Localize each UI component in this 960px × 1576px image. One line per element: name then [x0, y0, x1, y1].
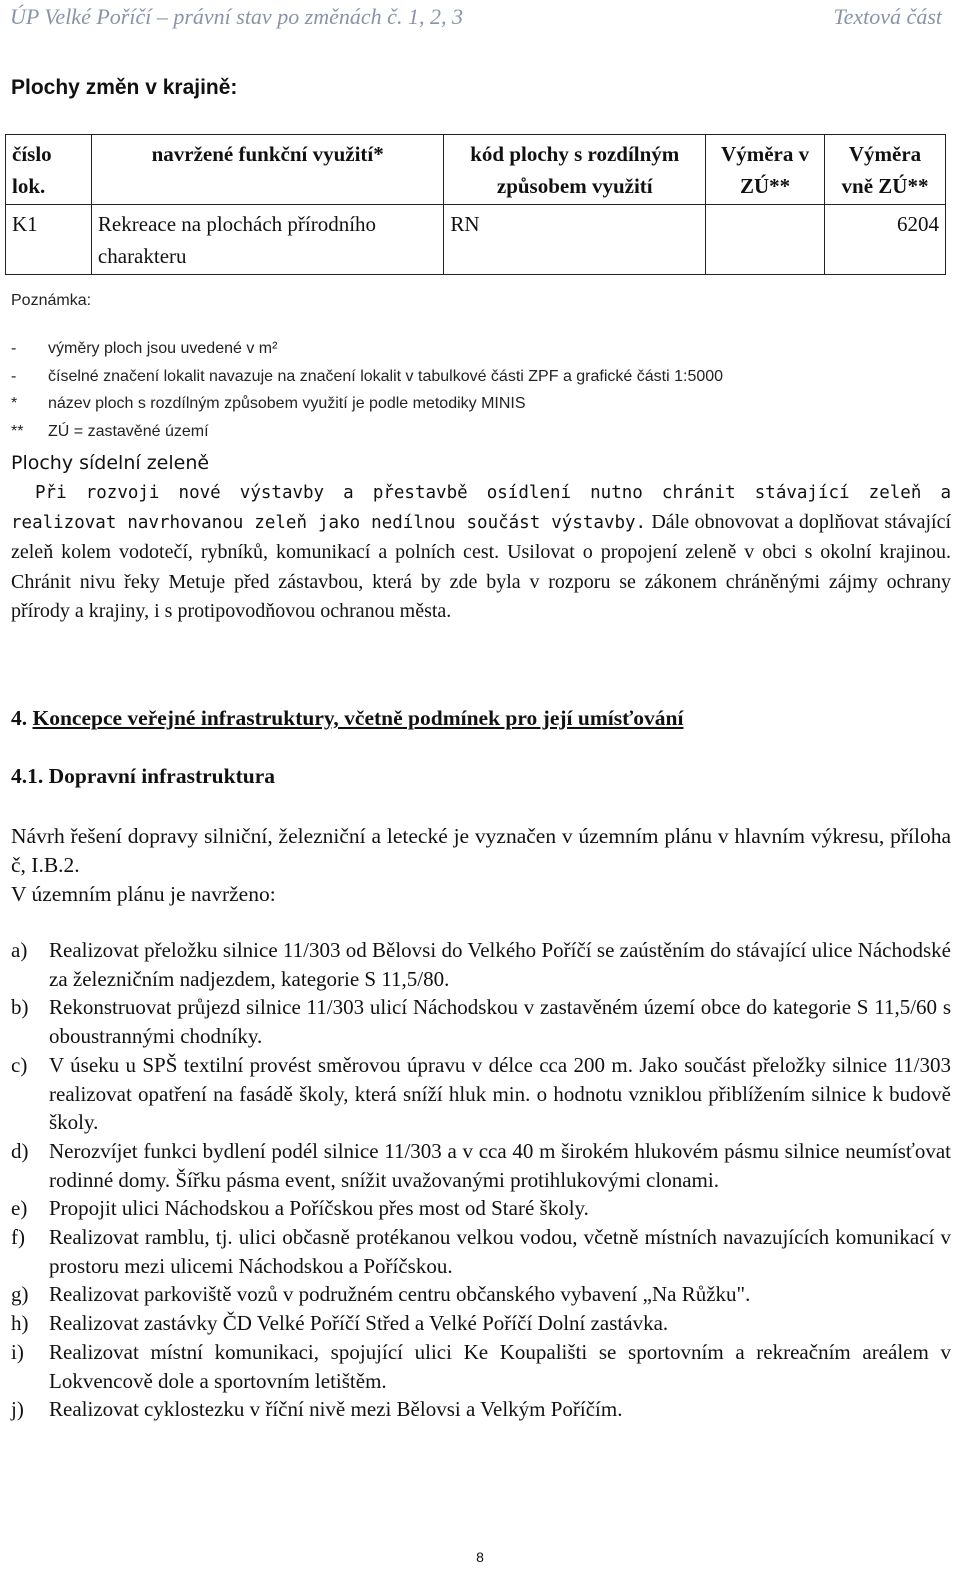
note-item	[11, 335, 278, 363]
note-text: číselné značení lokalit navazuje na značení lokalit v tabulkové části ZPF a grafické části 1:5000	[48, 367, 724, 385]
cell-cislo: K1	[6, 205, 92, 275]
cell-vymera-vne: 6204	[825, 205, 946, 275]
section-title-zmen: Plochy změn v krajině:	[11, 76, 238, 99]
list-item	[11, 936, 951, 993]
section-4-number: 4.	[11, 706, 28, 730]
list-text: Realizovat ramblu, tj. ulici občasně protékanou velkou vodou, včetně místních navazujících komunikací v prostoru mezi ulicemi Náchodskou a Poříčskou.	[49, 1225, 951, 1278]
list-item	[11, 993, 951, 1050]
list-item	[11, 1280, 951, 1309]
page-number: 8	[476, 1549, 484, 1565]
list-text: Realizovat přeložku silnice 11/303 od Bělovsi do Velkého Poříčí se zaústěním do stávající ulice Náchodské za železničním nadjezdem, kategorie S 11,5/80.	[49, 938, 951, 991]
col-header-vymera-vne: Výměra vně ZÚ**	[825, 135, 946, 205]
sidelni-paragraph	[11, 478, 951, 626]
header-title: ÚP Velké Poříčí – právní stav po změnách č. 1, 2, 3	[10, 4, 463, 29]
col-header-cislo: číslo lok.	[6, 135, 92, 205]
col-header-vyuziti: navržené funkční využití*	[91, 135, 444, 205]
list-marker: d)	[11, 1138, 29, 1163]
list-item	[11, 1194, 951, 1223]
page-header	[10, 4, 942, 34]
note-marker: -	[11, 340, 17, 357]
list-marker: b)	[11, 995, 29, 1020]
section-4-title: Koncepce veřejné infrastruktury, včetně podmínek pro její umísťování	[32, 706, 684, 730]
list-text: Realizovat zastávky ČD Velké Poříčí Střed a Velké Poříčí Dolní zastávka.	[49, 1311, 669, 1336]
list-text: V úseku u SPŠ textilní provést směrovou úpravu v délce cca 200 m. Jako součást přeložky silnice 11/303 realizovat opatření na fasádě školy, která sníží hluk min. o hodnotu vzniklou přiblížením silnice k budově školy.	[49, 1052, 951, 1135]
list-marker: g)	[11, 1282, 29, 1307]
doprava-intro	[11, 822, 951, 909]
note-item	[11, 363, 724, 391]
col-header-kod: kód plochy s rozdílným způsobem využití	[444, 135, 706, 205]
doprava-lead: V územním plánu je navrženo:	[11, 882, 276, 906]
doprava-list	[11, 936, 951, 1424]
notes	[11, 287, 724, 445]
section-title-sidelni: Plochy sídelní zeleně	[11, 452, 210, 474]
list-item	[11, 1309, 951, 1338]
list-marker: e)	[11, 1196, 28, 1221]
sidelni-text-b: Dále obnovovat a doplňovat stávající zeleň kolem vodotečí, rybníků, komunikací a polních cest. Usilovat o propojení zeleně v obci s okolní krajinou. Chránit nivu řeky Metuje před zástavbou, která by zde byla v rozporu se zákonem chráněnými zájmy ochrany přírody a krajiny, i s protipovodňovou ochranou města.	[11, 511, 951, 622]
list-item	[11, 1338, 951, 1395]
note-text: ZÚ = zastavěné území	[48, 422, 209, 440]
list-marker: i)	[11, 1339, 24, 1364]
list-marker: h)	[11, 1311, 29, 1336]
section-4-heading	[11, 706, 683, 731]
note-item	[11, 418, 209, 446]
list-marker: a)	[11, 938, 28, 962]
cell-vymera-zu	[706, 205, 825, 275]
sidelni-text-a: Při rozvoji nové výstavby a přestavbě osídlení nutno chránit stávající zeleň a realizovat navrhovanou zeleň jako nedílnou součást výstavby.	[11, 483, 951, 534]
list-item	[11, 1137, 951, 1194]
list-item	[11, 1223, 951, 1280]
cell-kod: RN	[444, 205, 706, 275]
cell-vyuziti: Rekreace na plochách přírodního charakteru	[91, 205, 444, 275]
note-marker: -	[11, 367, 17, 385]
note-text: výměry ploch jsou uvedené v m²	[48, 340, 278, 357]
note-marker: **	[11, 422, 24, 440]
table-header-row	[6, 135, 946, 205]
list-text: Realizovat cyklostezku v říční nivě mezi Bělovsi a Velkým Poříčím.	[49, 1397, 623, 1422]
list-marker: j)	[11, 1397, 24, 1422]
note-item	[11, 390, 526, 418]
table-row	[6, 205, 946, 275]
list-marker: f)	[11, 1225, 25, 1250]
list-item	[11, 1051, 951, 1137]
list-text: Realizovat parkoviště vozů v podružném centru občanského vybavení „Na Růžku".	[49, 1282, 751, 1307]
section-41-heading: 4.1. Dopravní infrastruktura	[11, 764, 275, 788]
list-text: Rekonstruovat průjezd silnice 11/303 ulicí Náchodskou v zastavěném území obce do kategorie S 11,5/60 s oboustrannými chodníky.	[49, 995, 951, 1049]
list-text: Propojit ulici Náchodskou a Poříčskou přes most od Staré školy.	[49, 1196, 589, 1221]
note-marker: *	[11, 395, 18, 412]
list-text: Nerozvíjet funkci bydlení podél silnice 11/303 a v cca 40 m širokém hlukovém pásmu silnice neumísťovat rodinné domy. Šířku pásma event, snížit uvažovanými protihlukovými clonami.	[49, 1138, 951, 1192]
list-marker: c)	[11, 1052, 28, 1077]
list-text: Realizovat místní komunikaci, spojující ulici Ke Koupališti se sportovním a rekreačním areálem v Lokvencově dole a sportovním letištěm.	[49, 1339, 951, 1393]
zmen-table	[5, 134, 946, 275]
header-section: Textová část	[833, 4, 942, 29]
doprava-paragraph: Návrh řešení dopravy silniční, železniční a letecké je vyznačen v územním plánu v hlavním výkresu, příloha č, I.B.2.	[11, 824, 951, 877]
note-text: název ploch s rozdílným způsobem využití je podle metodiky MINIS	[48, 395, 526, 412]
list-item	[11, 1395, 951, 1424]
col-header-vymera-zu: Výměra v ZÚ**	[706, 135, 825, 205]
notes-title: Poznámka:	[11, 292, 92, 309]
